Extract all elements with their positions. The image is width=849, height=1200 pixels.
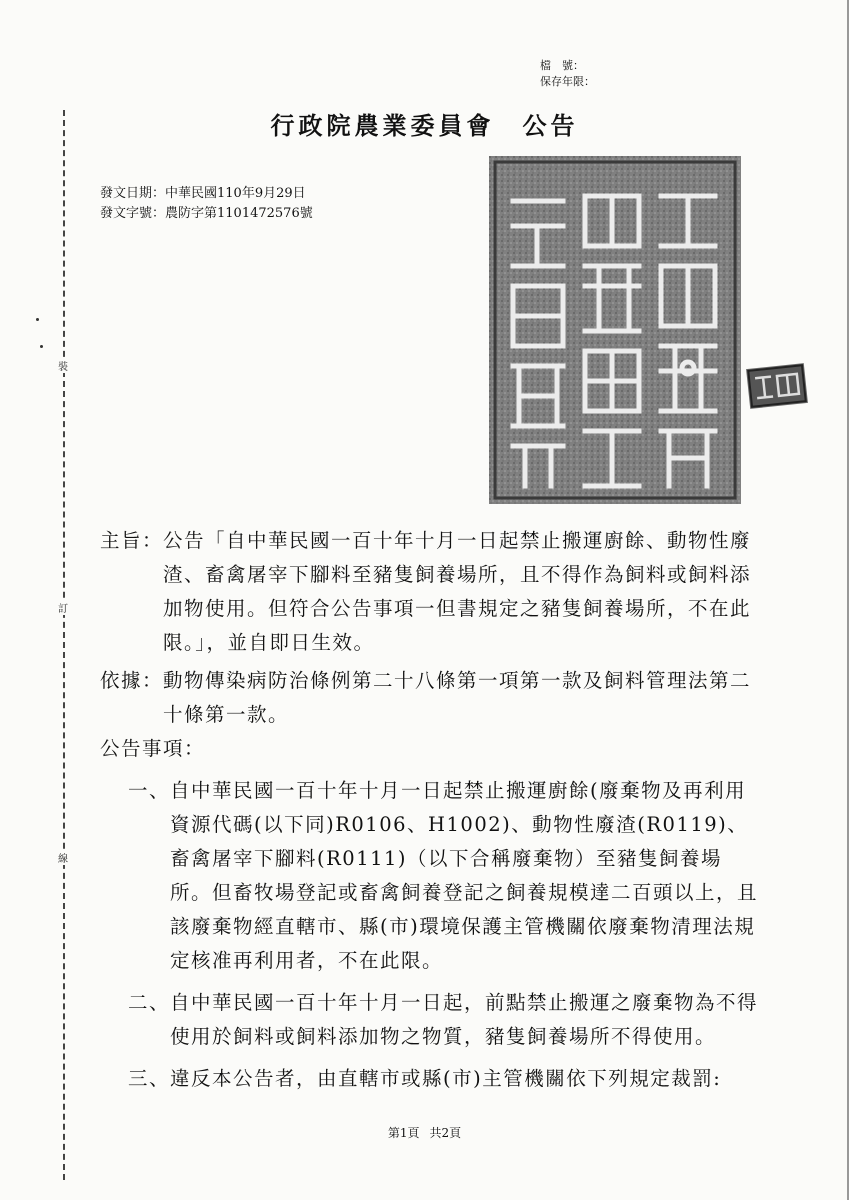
page-title — [0, 106, 849, 141]
binding-mark-top: 裝 — [56, 358, 70, 373]
seal-graphic — [489, 156, 741, 504]
file-number-label: 檔 號： — [540, 59, 584, 72]
issue-number-value: 農防字第1101472576號 — [165, 206, 313, 221]
page-number: 第1頁 — [387, 1126, 420, 1140]
basis-label: 依據： — [100, 669, 164, 692]
binding-mark-bottom: 線 — [56, 850, 70, 865]
official-seal — [489, 156, 741, 504]
item-number: 一、 — [127, 779, 170, 802]
announcement-item — [100, 774, 760, 978]
announcement-content — [100, 524, 760, 1096]
basis-text: 動物傳染病防治條例第二十八條第一項第一款及飼料管理法第二十條第一款。 — [163, 669, 752, 726]
agency-name: 行政院農業委員會 — [270, 111, 495, 140]
item-text: 自中華民國一百十年十月一日起禁止搬運廚餘(廢棄物及再利用資源代碼(以下同)R0106、H1002)、動物性廢渣(R0119)、畜禽屠宰下腳料(R0111)（以下合稱廢棄物）至豬隻飼養場所。但畜牧場登記或畜禽飼養登記之飼養規模達二百頭以上，且該廢棄物經直轄市、縣(市)環境保護主管機關依廢棄物清理法規定核准再利用者，不在此限。 — [170, 779, 759, 972]
announcement-item — [100, 1062, 760, 1096]
announcement-item — [100, 986, 760, 1054]
retention-period-label: 保存年限： — [540, 75, 595, 88]
item-text: 違反本公告者，由直轄市或縣(市)主管機關依下列規定裁罰: — [170, 1067, 722, 1090]
small-seal — [746, 363, 808, 409]
issue-info — [100, 184, 313, 224]
page-footer — [0, 1124, 849, 1141]
binding-line — [63, 110, 65, 1180]
page-total: 共2頁 — [429, 1126, 462, 1140]
issue-date-label: 發文日期： — [100, 186, 166, 201]
item-number: 二、 — [127, 991, 170, 1014]
subject-paragraph — [100, 524, 760, 660]
subject-label: 主旨： — [100, 529, 164, 552]
issue-number-label: 發文字號： — [100, 206, 166, 221]
announcement-heading: 公告事項： — [100, 737, 206, 760]
document-type: 公告 — [522, 111, 579, 140]
subject-text: 公告「自中華民國一百十年十月一日起禁止搬運廚餘、動物性廢渣、畜禽屠宰下腳料至豬隻飼養場所，且不得作為飼料或飼料添加物使用。但符合公告事項一但書規定之豬隻飼養場所，不在此限。」，並自即日生效。 — [163, 529, 752, 654]
binding-dot — [36, 318, 39, 321]
binding-dot — [40, 345, 43, 348]
item-text: 自中華民國一百十年十月一日起，前點禁止搬運之廢棄物為不得使用於飼料或飼料添加物之物質，豬隻飼養場所不得使用。 — [170, 991, 759, 1048]
issue-date-value: 中華民國110年9月29日 — [165, 186, 306, 201]
binding-mark-middle: 訂 — [56, 600, 70, 615]
basis-paragraph — [100, 664, 760, 732]
item-number: 三、 — [127, 1067, 170, 1090]
archive-info — [540, 58, 595, 90]
small-seal-graphic — [746, 363, 808, 409]
